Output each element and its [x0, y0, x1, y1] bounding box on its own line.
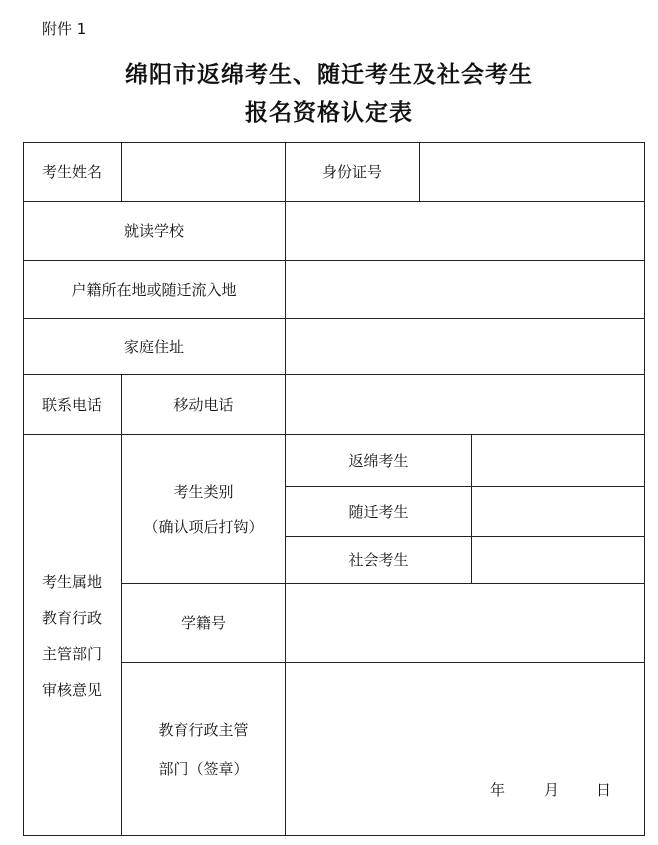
- id-field[interactable]: [420, 142, 645, 201]
- seal-area[interactable]: [286, 662, 645, 836]
- student-no-label: 学籍号: [180, 614, 226, 632]
- mobile-field[interactable]: [286, 374, 645, 434]
- hukou-field[interactable]: [286, 260, 645, 318]
- name-field[interactable]: [122, 142, 285, 201]
- category-option-migrant: 随迁考生: [348, 502, 409, 521]
- review-opinion-label: [23, 434, 121, 836]
- category-option-return: 返绵考生: [348, 451, 409, 470]
- review-line: 审核意见: [41, 680, 102, 699]
- category-option-social: 社会考生: [348, 551, 409, 569]
- seal-label: 教育行政主管 部门（签章）: [158, 721, 249, 778]
- id-label: 身份证号: [321, 163, 382, 181]
- hukou-label: 户籍所在地或随迁流入地: [71, 280, 237, 299]
- student-no-field[interactable]: [286, 583, 645, 662]
- contact-label: 联系电话: [41, 395, 102, 414]
- category-check-return[interactable]: [472, 434, 645, 486]
- form-title-line2: 报名资格认定表: [245, 100, 413, 126]
- date-month: 月: [544, 781, 560, 799]
- date-day: 日: [596, 781, 612, 799]
- address-field[interactable]: [286, 318, 645, 374]
- address-label: 家庭住址: [123, 337, 184, 356]
- name-label: 考生姓名: [41, 163, 102, 181]
- review-line: 主管部门: [41, 644, 102, 663]
- mobile-label: 移动电话: [173, 395, 234, 414]
- category-check-social[interactable]: [472, 536, 645, 583]
- attachment-label: 附件 1: [42, 20, 87, 38]
- review-line: 教育行政: [41, 608, 102, 627]
- date-year: 年: [490, 781, 506, 799]
- category-check-migrant[interactable]: [472, 486, 645, 536]
- school-field[interactable]: [286, 201, 645, 260]
- school-label: 就读学校: [123, 222, 184, 240]
- review-line: 考生属地: [41, 572, 102, 591]
- category-label: 考生类别 （确认项后打钩）: [143, 482, 264, 536]
- form-title-line1: 绵阳市返绵考生、随迁考生及社会考生: [125, 62, 533, 88]
